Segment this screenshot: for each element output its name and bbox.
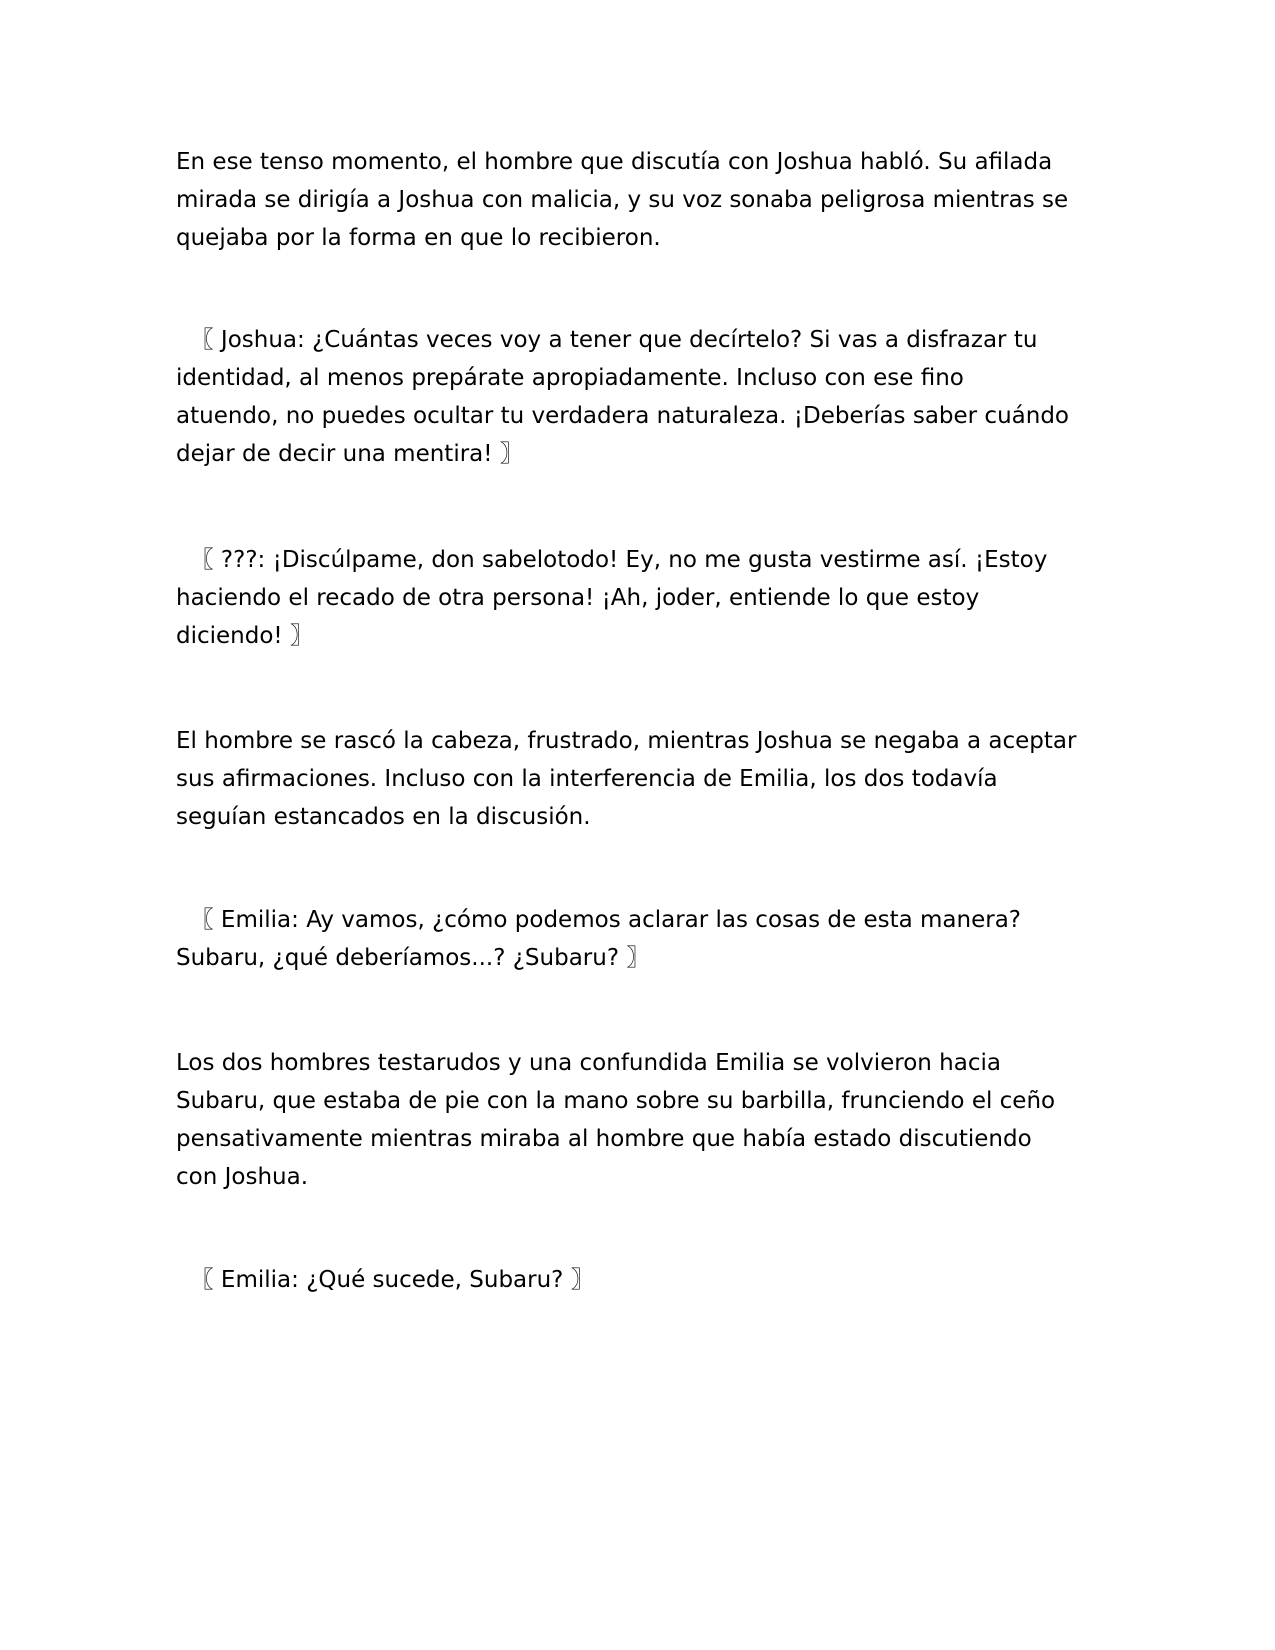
text-line: Subaru, que estaba de pie con la mano sobre su barbilla, frunciendo el ceño xyxy=(176,1088,1056,1114)
text-line: seguían estancados en la discusión. xyxy=(176,804,591,830)
text-line: En ese tenso momento, el hombre que discutía con Joshua habló. Su afilada xyxy=(176,149,1053,175)
text-line: mirada se dirigía a Joshua con malicia, y su voz sonaba peligrosa mientras se xyxy=(176,187,1069,213)
text-line: Subaru, ¿qué deberíamos...? ¿Subaru? 〗 xyxy=(176,945,650,971)
text-line: haciendo el recado de otra persona! ¡Ah, joder, entiende lo que estoy xyxy=(176,585,980,611)
text-line: 〖 Emilia: ¿Qué sucede, Subaru? 〗 xyxy=(176,1267,594,1293)
narration-paragraph xyxy=(176,722,1096,836)
text-line: 〖 Joshua: ¿Cuántas veces voy a tener que decírtelo? Si vas a disfrazar tu xyxy=(176,327,1038,353)
text-line: identidad, al menos prepárate apropiadamente. Incluso con ese fino xyxy=(176,365,964,391)
text-line: atuendo, no puedes ocultar tu verdadera naturaleza. ¡Deberías saber cuándo xyxy=(176,403,1070,429)
text-line: El hombre se rascó la cabeza, frustrado, mientras Joshua se negaba a aceptar xyxy=(176,728,1077,754)
narration-paragraph xyxy=(176,143,1096,257)
text-line: 〖 ???: ¡Discúlpame, don sabelotodo! Ey, no me gusta vestirme así. ¡Estoy xyxy=(176,547,1048,573)
text-line: quejaba por la forma en que lo recibieron. xyxy=(176,225,661,251)
text-line: Los dos hombres testarudos y una confundida Emilia se volvieron hacia xyxy=(176,1050,1001,1076)
narration-paragraph xyxy=(176,1044,1096,1196)
dialogue-paragraph xyxy=(176,901,1096,977)
text-line: diciendo! 〗 xyxy=(176,623,313,649)
text-line: con Joshua. xyxy=(176,1164,309,1190)
dialogue-paragraph xyxy=(176,321,1096,473)
dialogue-paragraph xyxy=(176,1261,1096,1299)
dialogue-paragraph xyxy=(176,541,1096,655)
text-line: pensativamente mientras miraba al hombre que había estado discutiendo xyxy=(176,1126,1032,1152)
text-line: dejar de decir una mentira! 〗 xyxy=(176,441,523,467)
text-line: sus afirmaciones. Incluso con la interferencia de Emilia, los dos todavía xyxy=(176,766,998,792)
text-line: 〖 Emilia: Ay vamos, ¿cómo podemos aclarar las cosas de esta manera? xyxy=(176,907,1021,933)
